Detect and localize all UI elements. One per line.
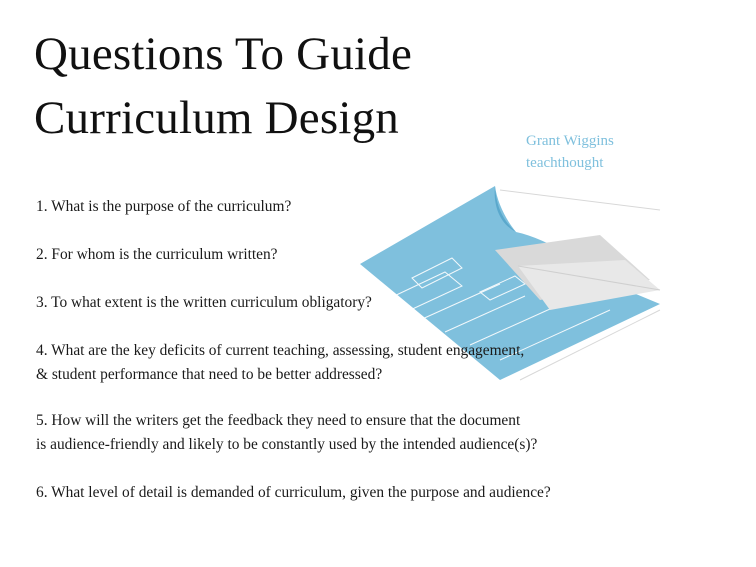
- question-4: [36, 339, 524, 387]
- question-2: 2. For whom is the curriculum written?: [36, 246, 278, 263]
- question-3: 3. To what extent is the written curriculum obligatory?: [36, 294, 372, 311]
- question-6: 6. What level of detail is demanded of curriculum, given the purpose and audience?: [36, 484, 551, 501]
- question-5-line-2: is audience-friendly and likely to be constantly used by the intended audience(s)?: [36, 436, 538, 453]
- title-line-1: Questions To Guide: [34, 28, 413, 80]
- question-4-line-2: & student performance that need to be better addressed?: [36, 366, 383, 383]
- question-1: 1. What is the purpose of the curriculum?: [36, 198, 292, 215]
- title-line-2: Curriculum Design: [34, 92, 399, 144]
- question-4-line-1: 4. What are the key deficits of current teaching, assessing, student engagement,: [36, 342, 525, 359]
- question-5: [36, 409, 537, 457]
- credit-author: Grant Wiggins: [526, 133, 614, 149]
- credit-block: [526, 130, 614, 174]
- page-title: [34, 22, 412, 150]
- credit-source: teachthought: [526, 155, 604, 171]
- question-5-line-1: 5. How will the writers get the feedback they need to ensure that the document: [36, 412, 521, 429]
